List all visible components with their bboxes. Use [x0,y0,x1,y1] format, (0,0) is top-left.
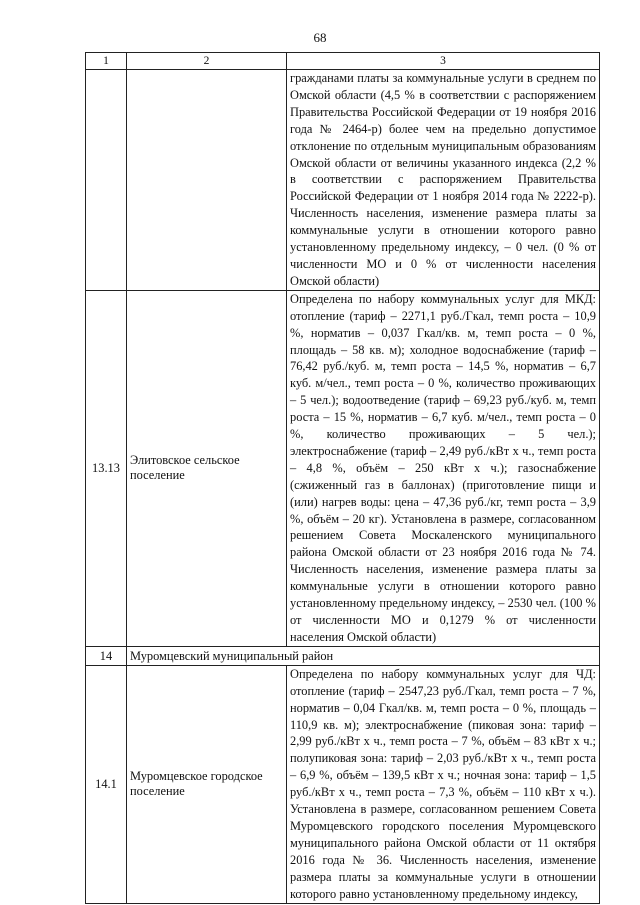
table-row [86,290,600,646]
tariff-description: Определена по набору коммунальных услуг для ЧД: отопление (тариф – 2547,23 руб./Гкал, темп роста – 7 %, норматив – 0,04 Гкал/кв. м, темп роста – 0 %, площадь – 110,9 кв. м); электроснабжение (пиковая зона: тариф – 2,99 руб./кВт х ч., темп роста – 7 %, объём – 83 кВт х ч.; полупиковая зона: тариф – 2,03 руб./кВт х ч., темп роста – 6,9 %, объём – 139,5 кВт х ч.; ночная зона: тариф – 1,5 руб./кВт х ч., темп роста – 7,3 %, объём – 110 кВт х ч.). Установлена в размере, согласованном решением Совета Муромцевского городского поселения Муромцевского муниципального района Омской области от 11 октября 2016 года № 36. Численность населения, изменение размера платы за коммунальные услуги в отношении которого равно установленному предельному индексу, [287,665,600,903]
tariff-description: гражданами платы за коммунальные услуги в среднем по Омской области (4,5 % в соответствии с распоряжением Правительства Российской Федерации от 19 ноября 2016 года № 2464-р) более чем на предельно допустимое отклонение по отдельным муниципальным образованиям Омской области от величины указанного индекса (2,2 % в соответствии с распоряжением Правительства Российской Федерации от 1 ноября 2014 года № 2222-р). Численность населения, изменение размера платы за коммунальные услуги в отношении которого равно установленному предельному индексу, – 0 чел. (0 % от численности МО и 0 % от численности населения Омской области) [287,70,600,291]
page-number: 68 [313,30,327,45]
section-row [86,646,600,665]
tariff-description: Определена по набору коммунальных услуг для МКД: отопление (тариф – 2271,1 руб./Гкал, темп роста – 10,9 %, норматив – 0,037 Гкал/кв. м, темп роста – 0 %, площадь – 58 кв. м); холодное водоснабжение (тариф – 76,42 руб./куб. м, темп роста – 14,5 %, норматив – 6,7 куб. м/чел., темп роста – 0 %, количество проживающих – 5 чел.); водоотведение (тариф – 69,23 руб./куб. м, темп роста – 15 %, норматив – 6,7 куб. м/чел., темп роста – 0 %, количество проживающих – 5 чел.); электроснабжение (тариф – 2,49 руб./кВт х ч., темп роста – 4,8 %, объём – 250 кВт х ч.); газоснабжение (сжиженный газ в баллонах) (приготовление пищи и (или) нагрев воды: цена – 47,36 руб./кг, темп роста – 3,9 %, объём – 20 кг). Установлена в размере, согласованном решением Совета Москаленского муниципального района Омской области от 23 ноября 2016 года № 74. Численность населения, изменение размера платы за коммунальные услуги в отношении которого равно установленному предельному индексу, – 2530 чел. (100 % от численности МО и 0,1279 % от численности населения Омской области) [287,290,600,646]
section-title: Муромцевский муниципальный район [127,646,600,665]
column-header-2: 2 [127,53,287,70]
section-number: 14 [86,646,127,665]
municipality-name: Муромцевское городское поселение [127,665,287,903]
utility-tariff-table [85,52,600,904]
table-row [86,70,600,291]
municipality-name [127,70,287,291]
table-row [86,665,600,903]
row-number [86,70,127,291]
row-number: 13.13 [86,290,127,646]
row-number: 14.1 [86,665,127,903]
column-number-row [86,53,600,70]
column-header-3: 3 [287,53,600,70]
column-header-1: 1 [86,53,127,70]
municipality-name: Элитовское сельское поселение [127,290,287,646]
